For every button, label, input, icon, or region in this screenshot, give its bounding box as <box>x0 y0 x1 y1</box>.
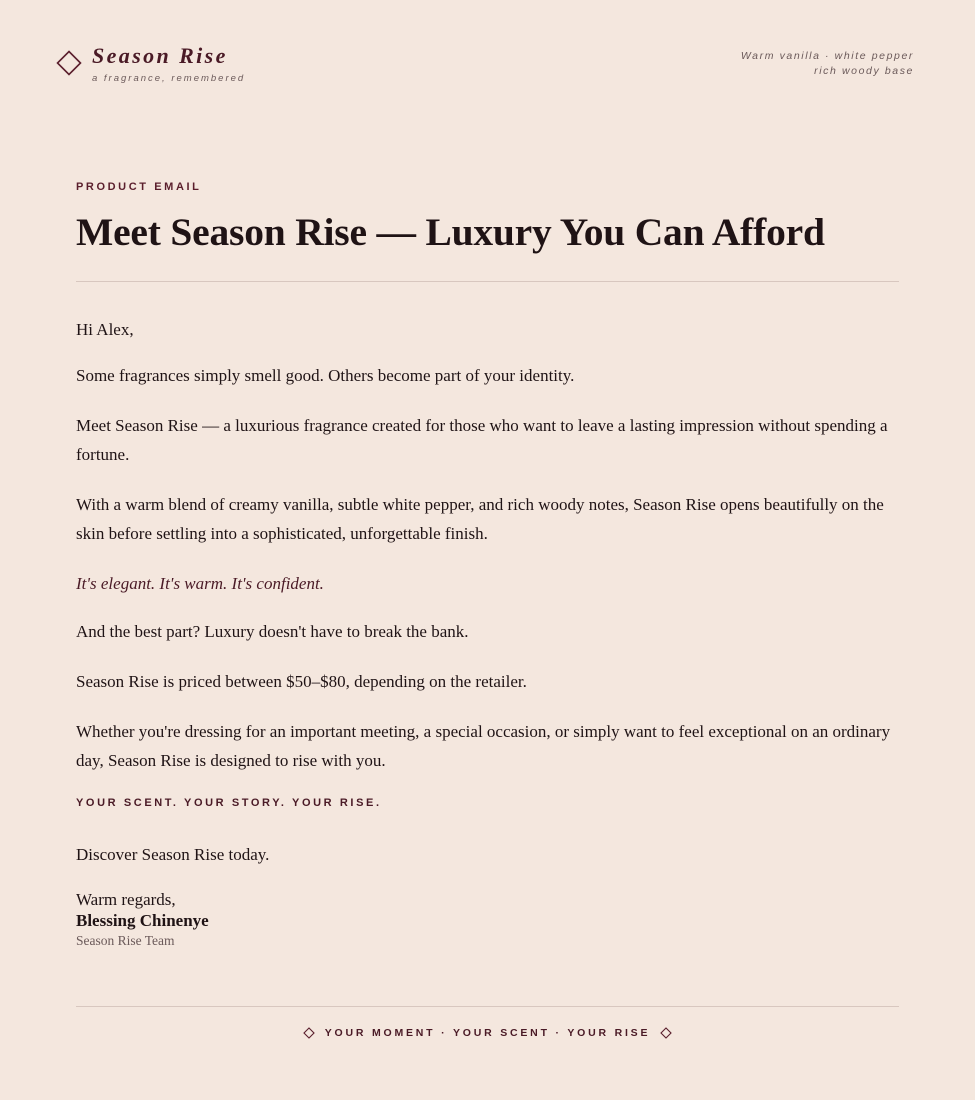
email-cta: Discover Season Rise today. <box>76 845 270 864</box>
footer-text: YOUR MOMENT · YOUR SCENT · YOUR RISE <box>324 1027 651 1039</box>
email-signoff: Warm regards, <box>76 890 176 909</box>
fragrance-notes-line-1: Warm vanilla · white pepper <box>740 50 914 62</box>
email-tagline-italic: It's elegant. It's warm. It's confident. <box>76 574 324 593</box>
email-price-paragraph: Season Rise is priced between $50–$80, depending on the retailer. <box>76 672 527 691</box>
diamond-outline-icon <box>303 1027 315 1039</box>
email-headline: Meet Season Rise — Luxury You Can Afford <box>76 210 825 254</box>
footer-divider <box>76 1006 899 1007</box>
fragrance-notes-line-2: rich woody base <box>814 65 914 77</box>
footer <box>76 1027 899 1039</box>
email-slogan: YOUR SCENT. YOUR STORY. YOUR RISE. <box>76 797 382 809</box>
header-divider <box>76 281 899 282</box>
brand-header <box>56 44 245 84</box>
signer-team: Season Rise Team <box>76 933 175 948</box>
brand-name: Season Rise <box>92 43 228 68</box>
diamond-outline-icon <box>660 1027 672 1039</box>
email-eyebrow: PRODUCT EMAIL <box>76 181 202 193</box>
signer-name: Blessing Chinenye <box>76 911 209 930</box>
email-paragraph: And the best part? Luxury doesn't have to break the bank. <box>76 622 469 641</box>
email-body <box>76 181 899 951</box>
fragrance-notes <box>741 49 914 79</box>
brand-text <box>92 44 245 84</box>
email-paragraph: Whether you're dressing for an important meeting, a special occasion, or simply want to feel exceptional on an ordinary day, Season Rise is designed to rise with you. <box>76 722 891 770</box>
email-paragraph: With a warm blend of creamy vanilla, subtle white pepper, and rich woody notes, Season Rise opens beautifully on the skin before settling into a sophisticated, unforgettable finish. <box>76 495 884 543</box>
email-greeting: Hi Alex, <box>76 320 134 339</box>
email-paragraph: Some fragrances simply smell good. Others become part of your identity. <box>76 366 575 385</box>
brand-tagline: a fragrance, remembered <box>92 73 246 84</box>
diamond-outline-icon <box>56 50 82 76</box>
email-paragraph: Meet Season Rise — a luxurious fragrance created for those who want to leave a lasting impression without spending a fortune. <box>76 416 888 464</box>
